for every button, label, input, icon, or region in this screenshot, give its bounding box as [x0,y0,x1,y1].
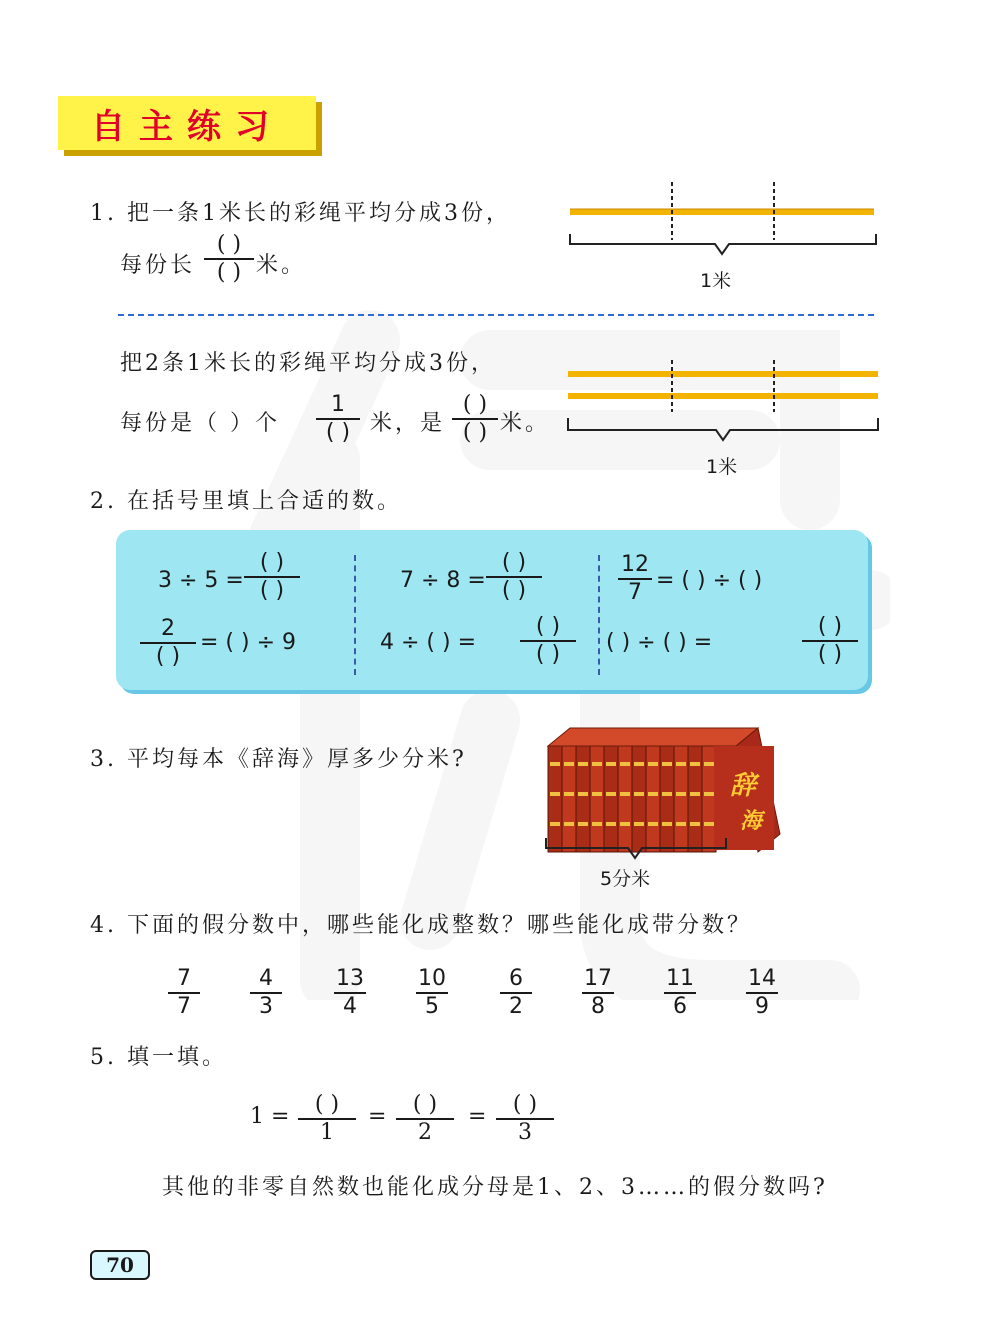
fraction-denominator[interactable]: ( ) [501,578,527,603]
spine-band [704,792,714,796]
spine-band [620,792,630,796]
svg-text:海: 海 [740,808,763,834]
improper-fraction [168,966,200,1020]
rope-length-label: 1米 [700,270,732,292]
spine-band [634,762,644,766]
fraction-denominator[interactable]: ( ) [325,420,351,445]
spine-band [676,822,686,826]
fraction-denominator: 9 [755,994,769,1019]
spine-band [578,822,588,826]
expr-c2-fraction [802,614,858,668]
fraction-denominator: 3 [518,1120,532,1145]
spine-band [662,792,672,796]
book-cover-title: 辞 [730,771,757,801]
fraction-denominator: 5 [425,994,439,1019]
expr-a2: = ( ) ÷ 9 [200,630,297,655]
expr-c1: = ( ) ÷ ( ) [656,568,763,593]
q1-part2-line2-c: 米。 [500,411,551,436]
fraction-denominator[interactable]: ( ) [535,642,561,667]
fraction-denominator[interactable]: ( ) [259,578,285,603]
spine-band [606,822,616,826]
spine-band [564,792,574,796]
fraction-numerator[interactable]: ( ) [817,614,843,639]
fraction-denominator: 4 [343,994,357,1019]
fraction-denominator: 8 [591,994,605,1019]
q1-line2-b: 米。 [256,253,307,278]
divider [118,314,874,316]
spine-band [648,762,658,766]
fraction-denominator: 2 [418,1120,432,1145]
spine-band [578,762,588,766]
spine-band [550,822,560,826]
q1-part2-line2-a: 每份是（ ）个 [120,411,280,436]
expr-b1-fraction [486,550,542,604]
expr-c2: ( ) ÷ ( ) = [606,630,713,655]
spine-band [592,762,602,766]
fraction-denominator: 3 [259,994,273,1019]
q1-part2-line2-b: 米，是 [370,411,446,436]
q5-eq-1: = [368,1104,387,1129]
spine-band [662,762,672,766]
fraction-denominator: 6 [673,994,687,1019]
fraction-numerator: 6 [509,966,523,991]
spine-band [634,822,644,826]
spine-band [648,822,658,826]
spine-band [662,822,672,826]
rope-diagram-2 [560,356,890,456]
fraction-numerator: 4 [259,966,273,991]
fraction-numerator[interactable]: ( ) [462,392,488,417]
q5-question: 其他的非零自然数也能化成分母是1、2、3……的假分数吗? [162,1175,828,1200]
fraction-numerator: 14 [748,966,776,991]
fraction-numerator: 11 [666,966,694,991]
q5-fraction-3 [496,1092,554,1146]
q2-text: 2. 在括号里填上合适的数。 [90,489,402,514]
expr-a1-fraction [244,550,300,604]
thickness-brace [540,834,790,874]
fraction-numerator: 7 [177,966,191,991]
fraction-numerator[interactable]: ( ) [512,1092,538,1117]
spine-band [592,792,602,796]
spine-band [676,762,686,766]
fraction-denominator: 7 [177,994,191,1019]
fraction-numerator[interactable]: ( ) [535,614,561,639]
spine-band [564,822,574,826]
fraction-numerator[interactable]: ( ) [412,1092,438,1117]
fraction-numerator[interactable]: ( ) [216,232,242,257]
thickness-label: 5分米 [600,868,651,890]
q1-line2-a: 每份长 [120,253,196,278]
spine-band [704,822,714,826]
q1-line1: 1. 把一条1米长的彩绳平均分成3份， [90,201,511,226]
page-number: 70 [90,1250,150,1280]
improper-fraction [416,966,448,1020]
q5-one: 1 = [250,1104,290,1129]
spine-band [634,792,644,796]
spine-band [550,792,560,796]
spine-band [606,762,616,766]
spine-band [620,762,630,766]
spine-band [690,792,700,796]
improper-fraction [582,966,614,1020]
expr-b1: 7 ÷ 8 = [400,568,486,593]
q1-part2-fraction-blank [452,392,498,446]
spine-band [592,822,602,826]
fraction-denominator: 7 [628,580,642,605]
section-title: 自主练习 [91,106,283,147]
fraction-denominator: 1 [320,1120,334,1145]
fraction-denominator[interactable]: ( ) [817,642,843,667]
fraction-numerator[interactable]: ( ) [259,550,285,575]
q5-eq-2: = [468,1104,487,1129]
fraction-numerator[interactable]: ( ) [501,550,527,575]
improper-fraction [500,966,532,1020]
spine-band [704,762,714,766]
fraction-numerator: 13 [336,966,364,991]
improper-fraction [746,966,778,1020]
fraction-denominator[interactable]: ( ) [155,644,181,669]
improper-fraction [334,966,366,1020]
panel-divider [354,555,356,675]
fraction-numerator: 10 [418,966,446,991]
improper-fraction [250,966,282,1020]
spine-band [620,822,630,826]
spine-band [578,792,588,796]
fraction-numerator: 1 [331,392,345,417]
spine-band [606,792,616,796]
fraction-numerator: 12 [621,552,649,577]
unit-fraction [316,392,360,446]
panel-divider [598,555,600,675]
expr-b2-fraction [520,614,576,668]
q1-part2-line1: 把2条1米长的彩绳平均分成3份， [120,351,496,376]
fraction-denominator: 2 [509,994,523,1019]
expr-c1-fraction [618,552,652,606]
fraction-denominator[interactable]: ( ) [462,420,488,445]
expr-a2-fraction [140,616,196,670]
spine-band [550,762,560,766]
improper-fraction [664,966,696,1020]
spine-band [690,822,700,826]
q3-text: 3. 平均每本《辞海》厚多少分米? [90,747,467,772]
fraction-numerator: 17 [584,966,612,991]
q4-text: 4. 下面的假分数中，哪些能化成整数？哪些能化成带分数？ [90,913,752,938]
spine-band [564,762,574,766]
section-title-banner [58,96,316,150]
q5-fraction-1 [298,1092,356,1146]
q5-text: 5. 填一填。 [90,1045,227,1070]
fraction-numerator: 2 [161,616,175,641]
rope2-length-label: 1米 [706,456,738,478]
spine-band [648,792,658,796]
q5-fraction-2 [396,1092,454,1146]
spine-band [690,762,700,766]
fraction-numerator[interactable]: ( ) [314,1092,340,1117]
expr-a1: 3 ÷ 5 = [158,568,244,593]
fraction-denominator[interactable]: ( ) [216,260,242,285]
q1-fraction-blank [204,232,254,286]
expr-b2: 4 ÷ ( ) = [380,630,477,655]
spine-band [676,792,686,796]
